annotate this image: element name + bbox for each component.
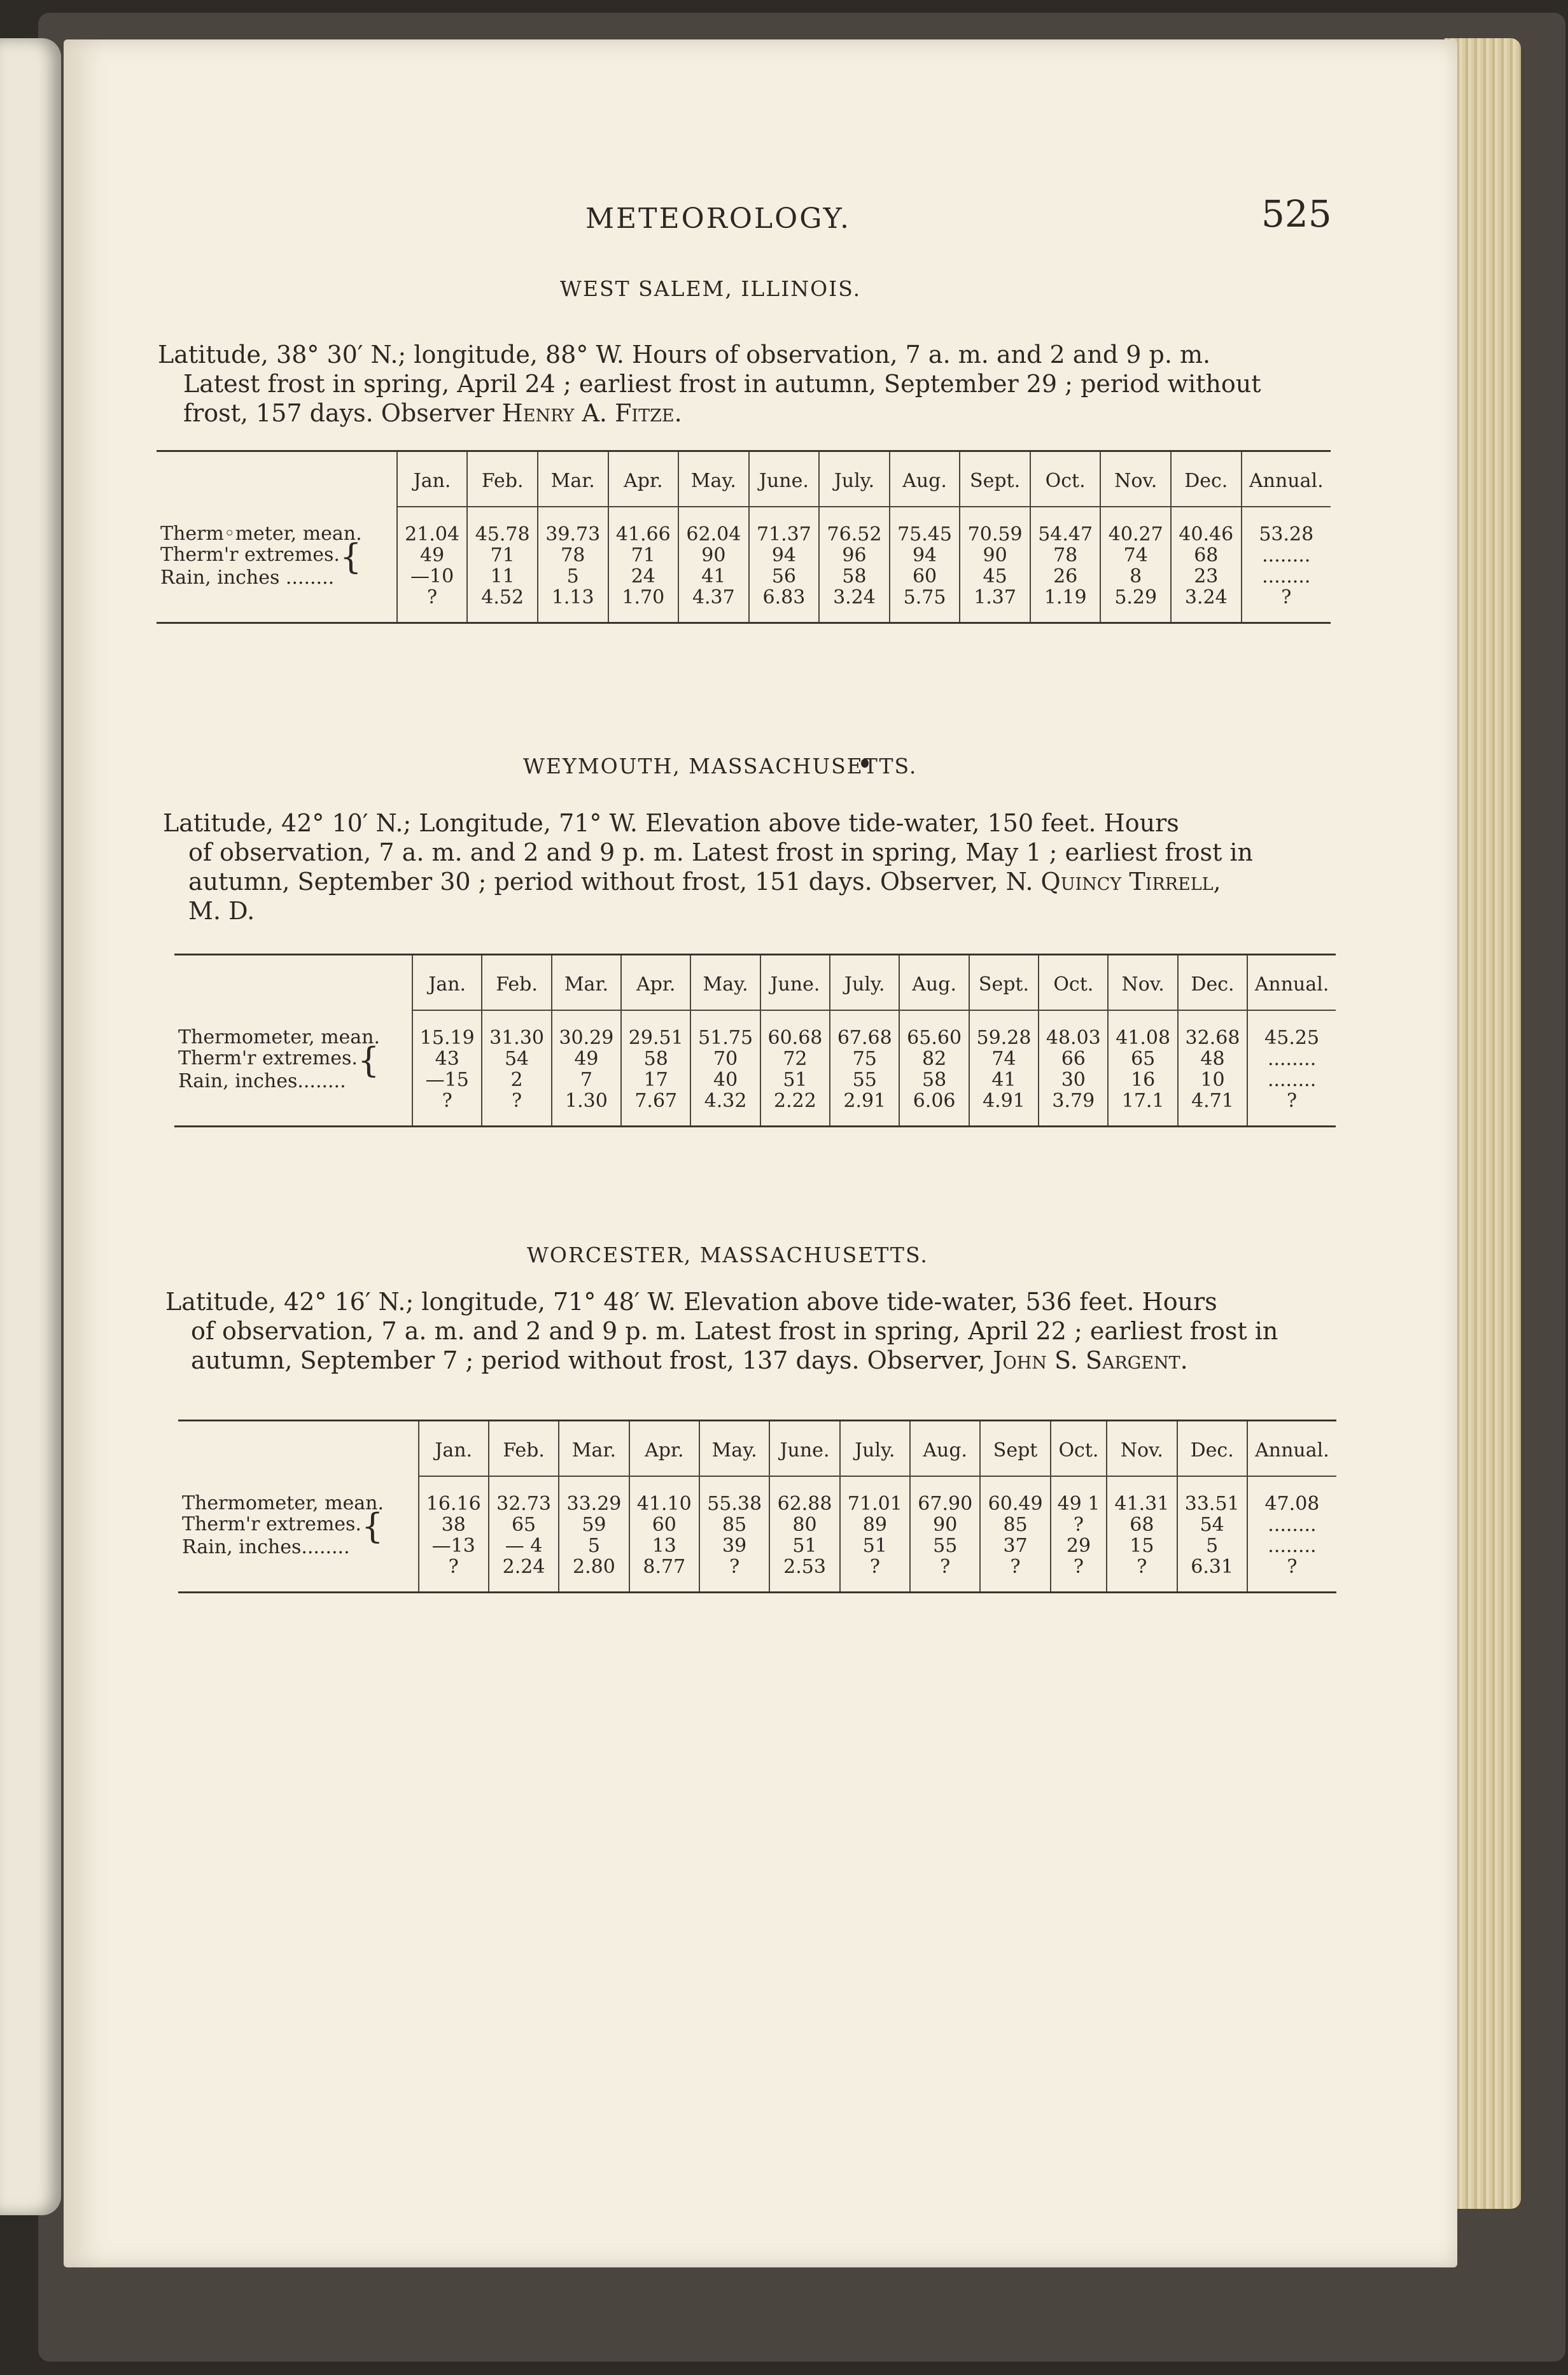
rain-value: ? bbox=[442, 1090, 452, 1112]
rain-value: 6.06 bbox=[913, 1090, 956, 1112]
column-header: Aug. bbox=[899, 955, 969, 1011]
rain-value: 1.30 bbox=[565, 1090, 608, 1112]
rain-value: 2.80 bbox=[573, 1556, 615, 1578]
min-value: 5 bbox=[587, 1535, 600, 1557]
rain-value: 1.13 bbox=[551, 586, 594, 609]
description-line: of observation, 7 a. m. and 2 and 9 p. m. Latest frost in spring, April 22 ; earliest frost in bbox=[191, 1317, 1278, 1345]
rain-value: 6.31 bbox=[1191, 1556, 1234, 1578]
mean-value: 41.31 bbox=[1114, 1493, 1170, 1515]
max-value: 49 bbox=[420, 544, 445, 567]
description-line: Latitude, 42° 16′ N.; longitude, 71° 48′ W. Elevation above tide-water, 536 feet. Hours bbox=[165, 1288, 1217, 1316]
rain-value: ? bbox=[448, 1556, 459, 1578]
mean-value: 41.10 bbox=[636, 1493, 692, 1515]
min-value: 7 bbox=[580, 1069, 592, 1091]
min-value: 51 bbox=[792, 1535, 817, 1557]
max-value: 80 bbox=[792, 1514, 817, 1536]
rain-value: ? bbox=[427, 586, 438, 609]
min-value: 23 bbox=[1194, 565, 1219, 588]
column-header: Aug. bbox=[910, 1421, 980, 1477]
rain-value: 7.67 bbox=[634, 1090, 678, 1112]
column-header: June. bbox=[769, 1421, 839, 1477]
mean-value: 41.08 bbox=[1116, 1027, 1171, 1049]
rain-value: 2.91 bbox=[843, 1090, 886, 1112]
min-value: 51 bbox=[783, 1069, 808, 1091]
min-value: —15 bbox=[425, 1069, 469, 1091]
month-cell bbox=[960, 507, 1030, 623]
mean-value: 53.28 bbox=[1259, 523, 1314, 546]
min-value: ........ bbox=[1268, 1535, 1317, 1557]
rain-value: ? bbox=[1281, 586, 1292, 609]
max-value: 54 bbox=[504, 1048, 529, 1070]
brace-glyph: { bbox=[339, 537, 362, 577]
month-cell bbox=[899, 1010, 969, 1127]
max-value: 43 bbox=[435, 1048, 459, 1070]
month-cell bbox=[769, 1476, 839, 1593]
max-value: 65 bbox=[511, 1514, 536, 1536]
rain-value: 3.24 bbox=[1184, 586, 1228, 609]
month-cell bbox=[1242, 507, 1331, 623]
row-label-mean: Therm◦meter, mean. bbox=[160, 523, 362, 545]
row-label-rain: Rain, inches........ bbox=[182, 1536, 350, 1558]
min-value: 56 bbox=[771, 565, 796, 588]
row-label-rain: Rain, inches........ bbox=[178, 1070, 346, 1092]
month-cell bbox=[1247, 1010, 1336, 1127]
mean-value: 33.51 bbox=[1184, 1493, 1240, 1515]
rain-value: 2.24 bbox=[502, 1556, 545, 1578]
station-title: WEYMOUTH, MASSACHUSETTS. bbox=[523, 754, 918, 779]
max-value: 38 bbox=[441, 1514, 466, 1536]
max-value: 72 bbox=[783, 1048, 808, 1070]
min-value: 15 bbox=[1130, 1535, 1154, 1557]
max-value: 66 bbox=[1061, 1048, 1086, 1070]
max-value: 75 bbox=[852, 1048, 877, 1070]
max-value: 71 bbox=[490, 544, 515, 567]
month-cell bbox=[819, 507, 890, 623]
mean-value: 70.59 bbox=[967, 523, 1023, 546]
min-value: 55 bbox=[852, 1069, 877, 1091]
mean-value: 45.78 bbox=[475, 523, 530, 546]
rain-value: ? bbox=[1010, 1556, 1021, 1578]
description-line: M. D. bbox=[188, 897, 255, 925]
column-header: May. bbox=[690, 955, 760, 1011]
min-value: 51 bbox=[862, 1535, 887, 1557]
month-cell bbox=[1247, 1476, 1336, 1593]
column-header: Sept. bbox=[969, 955, 1039, 1011]
month-cell bbox=[489, 1476, 559, 1593]
rain-value: ? bbox=[869, 1556, 880, 1578]
mean-value: 60.49 bbox=[988, 1493, 1043, 1515]
mean-value: 39.73 bbox=[545, 523, 601, 546]
column-header: June. bbox=[749, 451, 820, 507]
column-header: Oct. bbox=[1030, 451, 1101, 507]
rain-value: ? bbox=[729, 1556, 740, 1578]
rain-value: 4.52 bbox=[481, 586, 524, 609]
month-cell bbox=[1107, 1476, 1177, 1593]
min-value: 17 bbox=[643, 1069, 668, 1091]
month-cell bbox=[749, 507, 820, 623]
rain-value: 6.83 bbox=[762, 586, 806, 609]
row-label-mean: Thermometer, mean. bbox=[182, 1492, 384, 1514]
column-header: Feb. bbox=[482, 955, 551, 1011]
max-value: ........ bbox=[1268, 1514, 1317, 1536]
description-line: Latitude, 38° 30′ N.; longitude, 88° W. Hours of observation, 7 a. m. and 2 and 9 p. m. bbox=[158, 341, 1211, 369]
column-header: Sept bbox=[980, 1421, 1050, 1477]
observer-name: Henry A. Fitze. bbox=[501, 399, 682, 427]
month-cell bbox=[969, 1010, 1039, 1127]
mean-value: 67.90 bbox=[918, 1493, 973, 1515]
table-corner bbox=[174, 955, 412, 1011]
max-value: 90 bbox=[983, 544, 1007, 567]
month-cell bbox=[397, 507, 468, 623]
column-header: Dec. bbox=[1178, 955, 1247, 1011]
rain-value: 4.71 bbox=[1191, 1090, 1234, 1112]
mean-value: 21.04 bbox=[405, 523, 460, 546]
max-value: ........ bbox=[1267, 1048, 1317, 1070]
max-value: 68 bbox=[1194, 544, 1219, 567]
max-value: 60 bbox=[652, 1514, 676, 1536]
month-cell bbox=[980, 1476, 1050, 1593]
row-label-mean: Thermometer, mean. bbox=[178, 1026, 381, 1048]
max-value: 65 bbox=[1131, 1048, 1156, 1070]
column-header: Annual. bbox=[1247, 955, 1336, 1011]
month-cell bbox=[690, 1010, 760, 1127]
rain-value: 4.91 bbox=[983, 1090, 1025, 1112]
rain-value: ? bbox=[512, 1090, 522, 1112]
rain-value: ? bbox=[1073, 1556, 1084, 1578]
mean-value: 75.45 bbox=[897, 523, 952, 546]
month-cell bbox=[1177, 1476, 1247, 1593]
max-value: 96 bbox=[842, 544, 867, 567]
column-header: Nov. bbox=[1107, 1421, 1177, 1477]
weather-table bbox=[178, 1420, 1336, 1593]
column-header: May. bbox=[678, 451, 749, 507]
max-value: 90 bbox=[933, 1514, 958, 1536]
min-value: —13 bbox=[431, 1535, 475, 1557]
month-cell bbox=[621, 1010, 690, 1127]
column-header: May. bbox=[699, 1421, 769, 1477]
month-cell bbox=[1108, 1010, 1177, 1127]
month-cell bbox=[559, 1476, 629, 1593]
rain-value: 4.37 bbox=[692, 586, 735, 609]
row-label-rain: Rain, inches ........ bbox=[160, 567, 335, 589]
rain-value: 4.32 bbox=[704, 1090, 747, 1112]
min-value: 39 bbox=[722, 1535, 747, 1557]
min-value: 11 bbox=[490, 565, 515, 588]
min-value: 45 bbox=[983, 565, 1007, 588]
min-value: 60 bbox=[912, 565, 937, 588]
min-value: 10 bbox=[1200, 1069, 1225, 1091]
max-value: 48 bbox=[1200, 1048, 1225, 1070]
min-value: 8 bbox=[1130, 565, 1142, 588]
mean-value: 51.75 bbox=[698, 1027, 753, 1049]
max-value: 82 bbox=[922, 1048, 947, 1070]
description-line: autumn, September 7 ; period without frost, 137 days. Observer, bbox=[191, 1346, 993, 1374]
column-header: Annual. bbox=[1242, 451, 1331, 507]
mean-value: 41.66 bbox=[615, 523, 671, 546]
station-title: WEST SALEM, ILLINOIS. bbox=[560, 276, 862, 301]
month-cell bbox=[1039, 1010, 1108, 1127]
month-cell bbox=[699, 1476, 769, 1593]
rain-value: 2.53 bbox=[783, 1556, 826, 1578]
max-value: 74 bbox=[1123, 544, 1148, 567]
month-cell bbox=[840, 1476, 910, 1593]
min-value: 2 bbox=[510, 1069, 523, 1091]
row-labels bbox=[178, 1476, 419, 1593]
rain-value: ? bbox=[940, 1556, 951, 1578]
observer-name: John S. Sargent. bbox=[993, 1346, 1188, 1374]
max-value: 85 bbox=[1003, 1514, 1028, 1536]
description-line: Latitude, 42° 10′ N.; Longitude, 71° W. Elevation above tide-water, 150 feet. Hours bbox=[163, 809, 1179, 837]
min-value: 37 bbox=[1003, 1535, 1028, 1557]
station-description bbox=[163, 808, 1283, 926]
month-cell bbox=[890, 507, 960, 623]
min-value: — 4 bbox=[505, 1535, 543, 1557]
mean-value: 45.25 bbox=[1264, 1027, 1320, 1049]
column-header: Mar. bbox=[552, 955, 621, 1011]
month-cell bbox=[678, 507, 749, 623]
mean-value: 59.28 bbox=[976, 1027, 1032, 1049]
mean-value: 47.08 bbox=[1264, 1493, 1320, 1515]
brace-glyph: { bbox=[357, 1040, 380, 1080]
rain-value: 1.19 bbox=[1044, 586, 1087, 609]
mean-value: 16.16 bbox=[426, 1493, 481, 1515]
month-cell bbox=[1030, 507, 1101, 623]
column-header: Jan. bbox=[419, 1421, 489, 1477]
rain-value: 8.77 bbox=[643, 1556, 686, 1578]
mean-value: 60.68 bbox=[767, 1027, 823, 1049]
max-value: 78 bbox=[1053, 544, 1078, 567]
month-cell bbox=[1178, 1010, 1247, 1127]
max-value: 90 bbox=[701, 544, 726, 567]
station-title: WORCESTER, MASSACHUSETTS. bbox=[527, 1243, 928, 1267]
max-value: ? bbox=[1073, 1514, 1084, 1536]
rain-value: 1.70 bbox=[622, 586, 665, 609]
column-header: Mar. bbox=[559, 1421, 629, 1477]
min-value: 30 bbox=[1061, 1069, 1086, 1091]
mean-value: 30.29 bbox=[559, 1027, 614, 1049]
page-number: 525 bbox=[1261, 192, 1332, 236]
column-header: Oct. bbox=[1039, 955, 1108, 1011]
rain-value: 3.79 bbox=[1052, 1090, 1095, 1112]
column-header: Feb. bbox=[489, 1421, 559, 1477]
column-header: Dec. bbox=[1177, 1421, 1247, 1477]
min-value: —10 bbox=[410, 565, 454, 588]
max-value: 94 bbox=[771, 544, 796, 567]
weather-table bbox=[174, 954, 1336, 1127]
rain-value: 17.1 bbox=[1121, 1090, 1165, 1112]
column-header: Apr. bbox=[621, 955, 690, 1011]
max-value: 74 bbox=[991, 1048, 1016, 1070]
column-header: July. bbox=[819, 451, 890, 507]
max-value: 58 bbox=[643, 1048, 668, 1070]
row-label-extremes: Therm'r extremes.{ bbox=[160, 537, 362, 577]
column-header: Jan. bbox=[397, 451, 468, 507]
weather-table bbox=[157, 450, 1331, 624]
rain-value: 1.37 bbox=[974, 586, 1016, 609]
max-value: ........ bbox=[1262, 544, 1311, 567]
min-value: 41 bbox=[991, 1069, 1016, 1091]
column-header: July. bbox=[830, 955, 899, 1011]
max-value: 68 bbox=[1130, 1514, 1154, 1536]
min-value: 5 bbox=[566, 565, 579, 588]
brace-glyph: { bbox=[361, 1506, 384, 1546]
mean-value: 33.29 bbox=[566, 1493, 622, 1515]
month-cell bbox=[910, 1476, 980, 1593]
max-value: 59 bbox=[582, 1514, 606, 1536]
description-line: autumn, September 30 ; period without frost, 151 days. Observer, bbox=[188, 868, 1006, 896]
column-header: Annual. bbox=[1247, 1421, 1336, 1477]
mean-value: 54.47 bbox=[1038, 523, 1093, 546]
description-line: of observation, 7 a. m. and 2 and 9 p. m. Latest frost in spring, May 1 ; earliest frost in bbox=[188, 838, 1254, 866]
max-value: 89 bbox=[862, 1514, 887, 1536]
column-header: June. bbox=[760, 955, 830, 1011]
rain-value: ? bbox=[1287, 1090, 1298, 1112]
running-head: METEOROLOGY. bbox=[585, 202, 851, 235]
column-header: Apr. bbox=[608, 451, 679, 507]
month-cell bbox=[830, 1010, 899, 1127]
row-labels bbox=[157, 507, 397, 623]
table-corner bbox=[178, 1421, 419, 1477]
month-cell bbox=[419, 1476, 489, 1593]
mean-value: 40.27 bbox=[1108, 523, 1163, 546]
mean-value: 76.52 bbox=[827, 523, 882, 546]
mean-value: 49 1 bbox=[1057, 1493, 1100, 1515]
rain-value: 3.24 bbox=[833, 586, 876, 609]
mean-value: 65.60 bbox=[907, 1027, 962, 1049]
rain-value: 2.22 bbox=[774, 1090, 816, 1112]
month-cell bbox=[538, 507, 608, 623]
rain-value: 5.29 bbox=[1114, 586, 1158, 609]
month-cell bbox=[412, 1010, 482, 1127]
mean-value: 71.37 bbox=[756, 523, 811, 546]
column-header: Apr. bbox=[629, 1421, 699, 1477]
month-cell bbox=[552, 1010, 621, 1127]
mean-value: 62.04 bbox=[686, 523, 741, 546]
station-description bbox=[165, 1287, 1285, 1375]
min-value: ........ bbox=[1262, 565, 1311, 588]
month-cell bbox=[1171, 507, 1242, 623]
max-value: 94 bbox=[912, 544, 937, 567]
column-header: Jan. bbox=[412, 955, 482, 1011]
description-line: frost, 157 days. Observer bbox=[183, 399, 502, 427]
rain-value: 5.75 bbox=[903, 586, 946, 609]
mean-value: 71.01 bbox=[847, 1493, 902, 1515]
book-page bbox=[64, 39, 1457, 2267]
mean-value: 32.73 bbox=[496, 1493, 552, 1515]
row-labels bbox=[174, 1010, 412, 1127]
month-cell bbox=[1051, 1476, 1107, 1593]
min-value: 26 bbox=[1053, 565, 1078, 588]
max-value: 85 bbox=[722, 1514, 747, 1536]
min-value: 58 bbox=[922, 1069, 947, 1091]
row-label-extremes: Therm'r extremes.{ bbox=[182, 1506, 384, 1546]
table-corner bbox=[157, 451, 397, 507]
min-value: 16 bbox=[1131, 1069, 1156, 1091]
mean-value: 40.46 bbox=[1179, 523, 1234, 546]
observer-name: N. Quincy Tirrell, bbox=[1005, 868, 1221, 896]
column-header: Sept. bbox=[960, 451, 1030, 507]
min-value: 40 bbox=[713, 1069, 738, 1091]
max-value: 71 bbox=[631, 544, 655, 567]
mean-value: 67.68 bbox=[837, 1027, 892, 1049]
max-value: 49 bbox=[574, 1048, 599, 1070]
min-value: ........ bbox=[1267, 1069, 1317, 1091]
min-value: 13 bbox=[652, 1535, 676, 1557]
row-label-extremes: Therm'r extremes.{ bbox=[178, 1040, 380, 1080]
month-cell bbox=[467, 507, 538, 623]
max-value: 78 bbox=[561, 544, 585, 567]
mean-value: 55.38 bbox=[707, 1493, 762, 1515]
facing-page-edge bbox=[0, 38, 61, 2215]
mean-value: 48.03 bbox=[1046, 1027, 1101, 1049]
rain-value: ? bbox=[1137, 1556, 1147, 1578]
month-cell bbox=[608, 507, 679, 623]
column-header: July. bbox=[840, 1421, 910, 1477]
min-value: 29 bbox=[1066, 1535, 1091, 1557]
max-value: 70 bbox=[713, 1048, 738, 1070]
mean-value: 31.30 bbox=[489, 1027, 544, 1049]
min-value: 41 bbox=[701, 565, 726, 588]
mean-value: 62.88 bbox=[777, 1493, 832, 1515]
mean-value: 32.68 bbox=[1185, 1027, 1240, 1049]
month-cell bbox=[1100, 507, 1171, 623]
min-value: 5 bbox=[1206, 1535, 1219, 1557]
max-value: 54 bbox=[1200, 1514, 1224, 1536]
column-header: Feb. bbox=[467, 451, 538, 507]
month-cell bbox=[629, 1476, 699, 1593]
column-header: Mar. bbox=[538, 451, 608, 507]
column-header: Nov. bbox=[1100, 451, 1171, 507]
rain-value: ? bbox=[1287, 1556, 1298, 1578]
column-header: Nov. bbox=[1108, 955, 1177, 1011]
min-value: 55 bbox=[933, 1535, 958, 1557]
description-line: Latest frost in spring, April 24 ; earliest frost in autumn, September 29 ; period without bbox=[183, 370, 1261, 398]
column-header: Oct. bbox=[1051, 1421, 1107, 1477]
column-header: Dec. bbox=[1171, 451, 1242, 507]
month-cell bbox=[482, 1010, 551, 1127]
column-header: Aug. bbox=[890, 451, 960, 507]
mean-value: 15.19 bbox=[419, 1027, 475, 1049]
mean-value: 29.51 bbox=[628, 1027, 683, 1049]
min-value: 58 bbox=[842, 565, 867, 588]
station-description bbox=[158, 340, 1278, 428]
min-value: 24 bbox=[631, 565, 655, 588]
month-cell bbox=[760, 1010, 830, 1127]
